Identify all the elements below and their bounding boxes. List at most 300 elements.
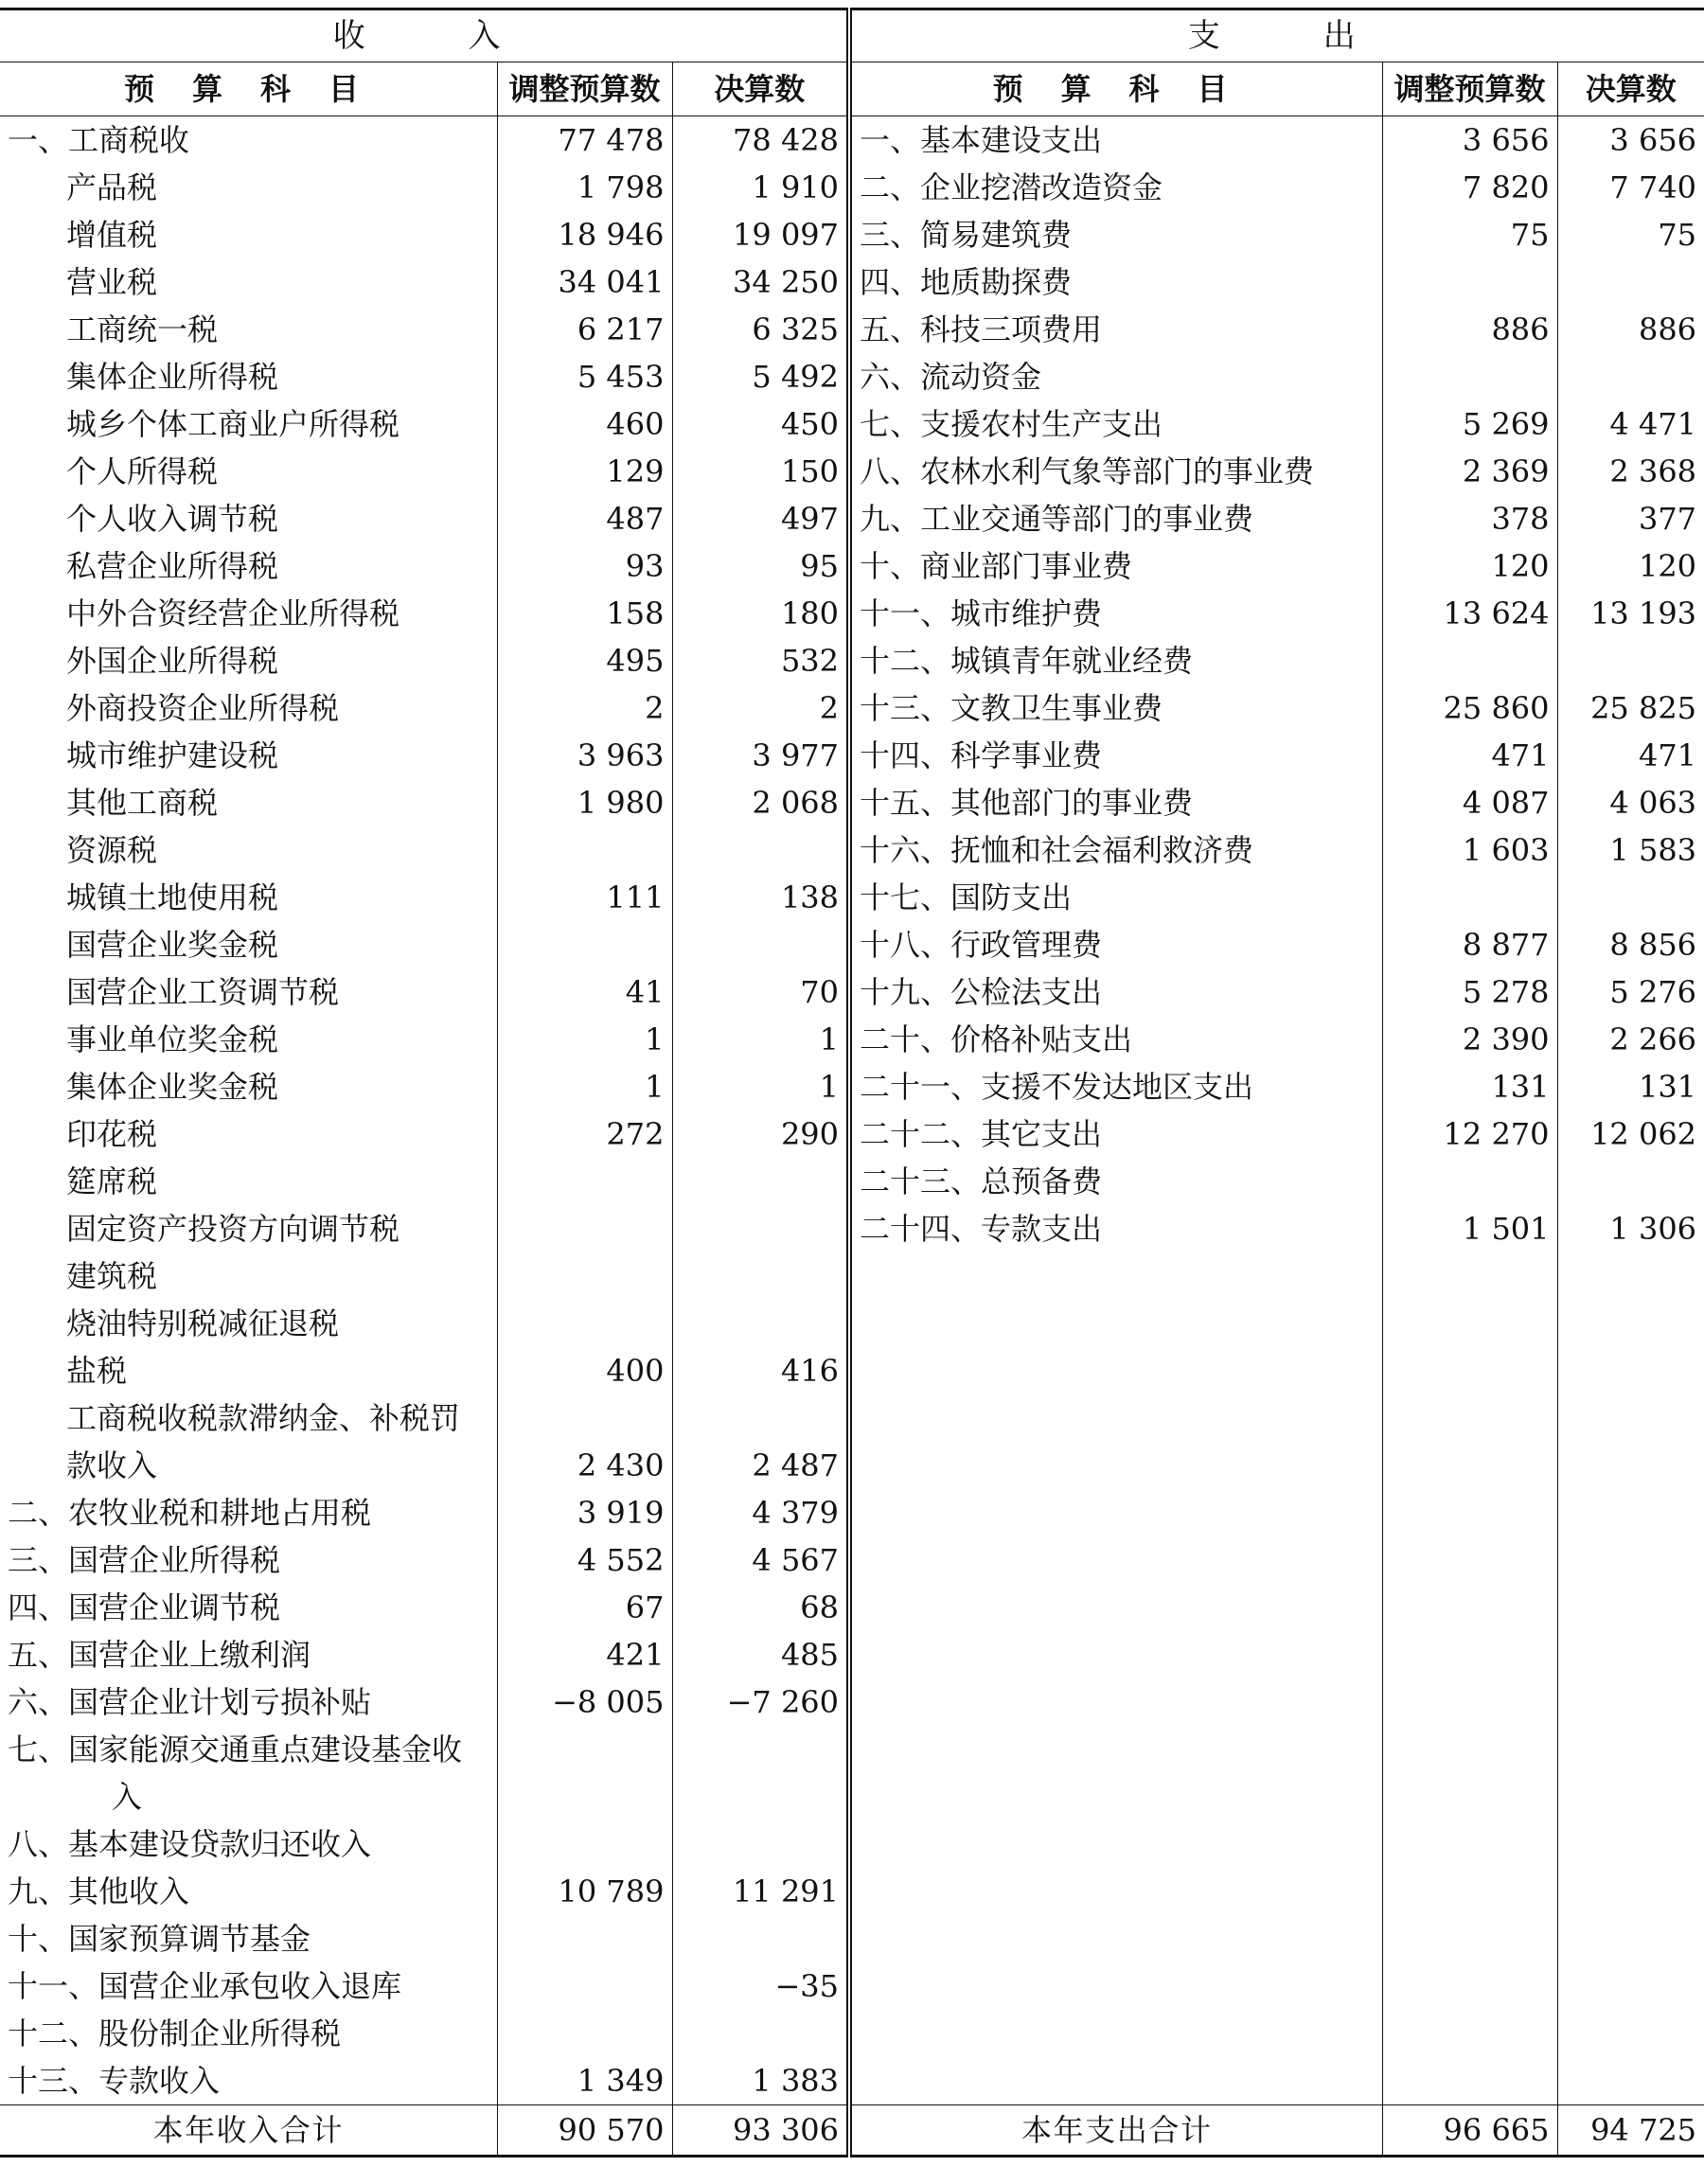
income-adjusted-value bbox=[497, 1300, 672, 1347]
income-item-label: 其他工商税 bbox=[0, 779, 497, 826]
income-item-label: 集体企业奖金税 bbox=[0, 1063, 497, 1110]
expense-adjusted-value bbox=[1382, 1678, 1557, 1726]
income-adjusted-value: 77 478 bbox=[497, 116, 672, 165]
income-adjusted-value bbox=[497, 1158, 672, 1205]
income-adjusted-value: 1 798 bbox=[497, 164, 672, 211]
income-final-value: 3 977 bbox=[672, 732, 849, 779]
expense-total-final: 94 725 bbox=[1557, 2105, 1704, 2157]
expense-final-value bbox=[1557, 874, 1704, 921]
income-final-value: 1 383 bbox=[672, 2057, 849, 2105]
income-final-value: 1 bbox=[672, 1016, 849, 1063]
income-item-label: 四、国营企业调节税 bbox=[0, 1584, 497, 1631]
income-item-label: 增值税 bbox=[0, 211, 497, 258]
table-row bbox=[0, 732, 1704, 779]
table-row bbox=[0, 1820, 1704, 1868]
income-final-value bbox=[672, 1820, 849, 1868]
expense-item-label: 六、流动资金 bbox=[849, 353, 1382, 400]
expense-adjusted-value bbox=[1382, 1915, 1557, 1962]
table-row bbox=[0, 874, 1704, 921]
table-row bbox=[0, 921, 1704, 968]
expense-final-value bbox=[1557, 1536, 1704, 1584]
income-final-value: 2 bbox=[672, 684, 849, 732]
table-row bbox=[0, 1442, 1704, 1489]
income-adjusted-value bbox=[497, 1820, 672, 1868]
income-final-value: 19 097 bbox=[672, 211, 849, 258]
expense-adjusted-value bbox=[1382, 2057, 1557, 2105]
table-row bbox=[0, 1915, 1704, 1962]
income-adjusted-value: 67 bbox=[497, 1584, 672, 1631]
table-row bbox=[0, 306, 1704, 353]
expense-item-label bbox=[849, 1584, 1382, 1631]
expense-final-value bbox=[1557, 1726, 1704, 1773]
table-row bbox=[0, 164, 1704, 211]
expense-final-value bbox=[1557, 353, 1704, 400]
expense-final-value bbox=[1557, 1252, 1704, 1300]
expense-item-label: 十四、科学事业费 bbox=[849, 732, 1382, 779]
income-item-label: 国营企业奖金税 bbox=[0, 921, 497, 968]
expense-item-label bbox=[849, 1820, 1382, 1868]
expense-adjusted-value bbox=[1382, 1489, 1557, 1536]
expense-adjusted-value: 13 624 bbox=[1382, 590, 1557, 637]
expense-adjusted-value bbox=[1382, 353, 1557, 400]
expense-item-label bbox=[849, 1962, 1382, 2010]
income-item-label: 私营企业所得税 bbox=[0, 542, 497, 590]
income-final-value bbox=[672, 1915, 849, 1962]
total-row bbox=[0, 2105, 1704, 2157]
expense-adjusted-value: 25 860 bbox=[1382, 684, 1557, 732]
expense-item-label bbox=[849, 1868, 1382, 1915]
income-final-value bbox=[672, 1726, 849, 1773]
expense-adjusted-value: 471 bbox=[1382, 732, 1557, 779]
expense-final-value bbox=[1557, 1773, 1704, 1820]
expense-total-adjusted: 96 665 bbox=[1382, 2105, 1557, 2157]
table-row bbox=[0, 637, 1704, 684]
expense-item-label: 十、商业部门事业费 bbox=[849, 542, 1382, 590]
income-item-label: 工商税收税款滞纳金、补税罚 bbox=[0, 1394, 497, 1442]
income-final-value bbox=[672, 1773, 849, 1820]
income-item-label: 工商统一税 bbox=[0, 306, 497, 353]
income-item-label: 七、国家能源交通重点建设基金收 bbox=[0, 1726, 497, 1773]
income-final-value: 6 325 bbox=[672, 306, 849, 353]
income-final-value bbox=[672, 2010, 849, 2057]
expense-adjusted-value bbox=[1382, 1773, 1557, 1820]
income-final-value: 4 567 bbox=[672, 1536, 849, 1584]
expense-item-label: 十九、公检法支出 bbox=[849, 968, 1382, 1016]
table-row bbox=[0, 590, 1704, 637]
expense-final-value bbox=[1557, 1584, 1704, 1631]
expense-final-value: 5 276 bbox=[1609, 974, 1697, 1010]
income-final-value bbox=[672, 826, 849, 874]
table-row bbox=[0, 1110, 1704, 1158]
income-final-value bbox=[672, 1252, 849, 1300]
income-item-label: 一、工商税收 bbox=[0, 116, 497, 165]
expense-item-label bbox=[849, 1773, 1382, 1820]
table-row bbox=[0, 1631, 1704, 1678]
expense-item-label: 二十四、专款支出 bbox=[849, 1205, 1382, 1252]
expense-final-value bbox=[1557, 1820, 1704, 1868]
income-final-value: 70 bbox=[672, 968, 849, 1016]
expense-final-header: 决算数 bbox=[1557, 62, 1704, 116]
income-final-value: 4 379 bbox=[672, 1489, 849, 1536]
income-final-value: 2 068 bbox=[672, 779, 849, 826]
expense-final-value bbox=[1557, 1631, 1704, 1678]
expense-item-label bbox=[849, 1631, 1382, 1678]
table-row bbox=[0, 1300, 1704, 1347]
income-final-value: 68 bbox=[672, 1584, 849, 1631]
income-adjusted-header: 调整预算数 bbox=[497, 62, 672, 116]
income-item-label: 印花税 bbox=[0, 1110, 497, 1158]
expense-adjusted-value bbox=[1382, 1347, 1557, 1394]
income-item-label: 入 bbox=[0, 1773, 497, 1820]
income-final-value: 34 250 bbox=[672, 258, 849, 306]
table-row bbox=[0, 1016, 1704, 1063]
income-item-label: 产品税 bbox=[0, 164, 497, 211]
expense-item-label: 十七、国防支出 bbox=[849, 874, 1382, 921]
expense-final-value: 75 bbox=[1658, 217, 1697, 253]
expense-final-value: 4 471 bbox=[1609, 406, 1697, 442]
expense-item-label bbox=[849, 1300, 1382, 1347]
income-item-label: 城市维护建设税 bbox=[0, 732, 497, 779]
expense-final-value: 4 063 bbox=[1609, 785, 1697, 821]
expense-final-value: 377 bbox=[1638, 501, 1697, 537]
income-item-label: 外商投资企业所得税 bbox=[0, 684, 497, 732]
income-adjusted-value: 93 bbox=[497, 542, 672, 590]
table-row bbox=[0, 1868, 1704, 1915]
income-final-value bbox=[672, 1394, 849, 1442]
expense-final-value: 886 bbox=[1638, 311, 1697, 347]
income-item-label: 款收入 bbox=[0, 1442, 497, 1489]
income-item-label: 二、农牧业税和耕地占用税 bbox=[0, 1489, 497, 1536]
income-adjusted-value: 460 bbox=[497, 400, 672, 448]
budget-rows bbox=[0, 116, 1704, 2105]
expense-item-label: 八、农林水利气象等部门的事业费 bbox=[849, 448, 1382, 495]
income-total-final: 93 306 bbox=[672, 2105, 849, 2157]
income-adjusted-value: 2 bbox=[497, 684, 672, 732]
income-item-label: 国营企业工资调节税 bbox=[0, 968, 497, 1016]
income-item-label: 中外合资经营企业所得税 bbox=[0, 590, 497, 637]
table-row bbox=[0, 353, 1704, 400]
expense-final-value: 1 306 bbox=[1609, 1211, 1697, 1247]
expense-item-label: 三、简易建筑费 bbox=[849, 211, 1382, 258]
expense-item-label: 五、科技三项费用 bbox=[849, 306, 1382, 353]
expense-adjusted-value bbox=[1382, 258, 1557, 306]
income-adjusted-value: 421 bbox=[497, 1631, 672, 1678]
income-final-value: 497 bbox=[672, 495, 849, 542]
expense-adjusted-value: 8 877 bbox=[1382, 921, 1557, 968]
expense-item-label: 二十三、总预备费 bbox=[849, 1158, 1382, 1205]
expense-adjusted-value bbox=[1382, 1158, 1557, 1205]
table-row bbox=[0, 2057, 1704, 2105]
income-item-label: 个人收入调节税 bbox=[0, 495, 497, 542]
table-row bbox=[0, 1063, 1704, 1110]
expense-final-value bbox=[1557, 2057, 1704, 2105]
expense-final-value: 120 bbox=[1638, 548, 1697, 584]
table-row bbox=[0, 116, 1704, 165]
income-item-label: 城乡个体工商业户所得税 bbox=[0, 400, 497, 448]
income-adjusted-value bbox=[497, 826, 672, 874]
expense-final-value: 25 825 bbox=[1590, 690, 1697, 726]
expense-item-label: 二十二、其它支出 bbox=[849, 1110, 1382, 1158]
expense-adjusted-value: 2 390 bbox=[1382, 1016, 1557, 1063]
expense-adjusted-value: 131 bbox=[1382, 1063, 1557, 1110]
income-adjusted-value bbox=[497, 1205, 672, 1252]
income-final-header: 决算数 bbox=[672, 62, 849, 116]
expense-item-label bbox=[849, 1678, 1382, 1726]
table-row bbox=[0, 1726, 1704, 1773]
expense-adjusted-value bbox=[1382, 1252, 1557, 1300]
table-row bbox=[0, 1584, 1704, 1631]
expense-item-label: 十一、城市维护费 bbox=[849, 590, 1382, 637]
table-row bbox=[0, 684, 1704, 732]
expense-final-value: 12 062 bbox=[1590, 1116, 1697, 1152]
table-row bbox=[0, 448, 1704, 495]
income-adjusted-value: 3 919 bbox=[497, 1489, 672, 1536]
expense-adjusted-value: 886 bbox=[1382, 306, 1557, 353]
expense-item-label: 十三、文教卫生事业费 bbox=[849, 684, 1382, 732]
income-final-value bbox=[672, 921, 849, 968]
expense-adjusted-value bbox=[1382, 637, 1557, 684]
income-item-label: 十二、股份制企业所得税 bbox=[0, 2010, 497, 2057]
expense-final-value: 8 856 bbox=[1609, 927, 1697, 963]
income-final-value: 1 bbox=[672, 1063, 849, 1110]
income-item-label: 集体企业所得税 bbox=[0, 353, 497, 400]
income-adjusted-value: 1 980 bbox=[497, 779, 672, 826]
income-final-value: 416 bbox=[672, 1347, 849, 1394]
table-row bbox=[0, 1158, 1704, 1205]
income-final-value bbox=[672, 1205, 849, 1252]
expense-adjusted-value bbox=[1382, 1962, 1557, 2010]
income-adjusted-value: 5 453 bbox=[497, 353, 672, 400]
table-row bbox=[0, 1773, 1704, 1820]
expense-final-value bbox=[1557, 2010, 1704, 2057]
expense-item-label: 十二、城镇青年就业经费 bbox=[849, 637, 1382, 684]
income-adjusted-value: 400 bbox=[497, 1347, 672, 1394]
expense-subject-header: 预 算 科 目 bbox=[849, 62, 1382, 116]
expense-adjusted-value bbox=[1382, 1584, 1557, 1631]
table-row bbox=[0, 1678, 1704, 1726]
income-item-label: 九、其他收入 bbox=[0, 1868, 497, 1915]
expense-item-label bbox=[849, 1915, 1382, 1962]
expense-total-label: 本年支出合计 bbox=[849, 2105, 1382, 2157]
expense-final-value bbox=[1557, 637, 1704, 684]
income-adjusted-value bbox=[497, 2010, 672, 2057]
income-adjusted-value bbox=[497, 1962, 672, 2010]
income-item-label: 八、基本建设贷款归还收入 bbox=[0, 1820, 497, 1868]
expense-final-value bbox=[1557, 1394, 1704, 1442]
income-adjusted-value: 1 bbox=[497, 1063, 672, 1110]
income-item-label: 筵席税 bbox=[0, 1158, 497, 1205]
expense-adjusted-value: 4 087 bbox=[1382, 779, 1557, 826]
income-adjusted-value: 1 349 bbox=[497, 2057, 672, 2105]
income-adjusted-value: 3 963 bbox=[497, 732, 672, 779]
expense-item-label: 十六、抚恤和社会福利救济费 bbox=[849, 826, 1382, 874]
income-final-value: −7 260 bbox=[672, 1678, 849, 1726]
income-adjusted-value bbox=[497, 1915, 672, 1962]
column-header-row bbox=[0, 62, 1704, 116]
expense-adjusted-value: 120 bbox=[1382, 542, 1557, 590]
expense-adjusted-value: 5 269 bbox=[1382, 400, 1557, 448]
income-subject-header: 预 算 科 目 bbox=[0, 62, 497, 116]
expense-final-value bbox=[1557, 1300, 1704, 1347]
expense-item-label bbox=[849, 2057, 1382, 2105]
income-total-adjusted: 90 570 bbox=[497, 2105, 672, 2157]
expense-final-value: 3 656 bbox=[1609, 122, 1697, 158]
expense-item-label bbox=[849, 1726, 1382, 1773]
expense-final-value: 131 bbox=[1638, 1069, 1697, 1105]
income-item-label: 十一、国营企业承包收入退库 bbox=[0, 1962, 497, 2010]
expense-adjusted-value bbox=[1382, 1631, 1557, 1678]
income-item-label: 烧油特别税减征退税 bbox=[0, 1300, 497, 1347]
budget-table bbox=[0, 8, 1704, 2157]
income-final-value: 5 492 bbox=[672, 353, 849, 400]
expense-item-label bbox=[849, 1536, 1382, 1584]
expense-item-label bbox=[849, 1394, 1382, 1442]
income-adjusted-value: 487 bbox=[497, 495, 672, 542]
expense-item-label: 十八、行政管理费 bbox=[849, 921, 1382, 968]
income-item-label: 资源税 bbox=[0, 826, 497, 874]
table-row bbox=[0, 1252, 1704, 1300]
expense-final-value bbox=[1557, 1962, 1704, 2010]
table-row bbox=[0, 1536, 1704, 1584]
expense-adjusted-value bbox=[1382, 874, 1557, 921]
income-adjusted-value bbox=[497, 1773, 672, 1820]
income-final-value bbox=[672, 1300, 849, 1347]
income-adjusted-value: 41 bbox=[497, 968, 672, 1016]
expense-item-label bbox=[849, 1347, 1382, 1394]
expense-adjusted-value bbox=[1382, 1868, 1557, 1915]
expense-item-label bbox=[849, 1252, 1382, 1300]
income-final-value: 138 bbox=[672, 874, 849, 921]
expense-adjusted-value: 1 603 bbox=[1382, 826, 1557, 874]
expense-final-value bbox=[1557, 1158, 1704, 1205]
table-row bbox=[0, 495, 1704, 542]
income-adjusted-value: 4 552 bbox=[497, 1536, 672, 1584]
income-item-label: 十三、专款收入 bbox=[0, 2057, 497, 2105]
expense-item-label bbox=[849, 2010, 1382, 2057]
expense-final-value: 2 368 bbox=[1609, 453, 1697, 489]
expense-section-title: 支 出 bbox=[849, 9, 1704, 62]
income-item-label: 固定资产投资方向调节税 bbox=[0, 1205, 497, 1252]
expense-item-label: 二十一、支援不发达地区支出 bbox=[849, 1063, 1382, 1110]
expense-adjusted-value bbox=[1382, 1536, 1557, 1584]
expense-item-label: 四、地质勘探费 bbox=[849, 258, 1382, 306]
income-adjusted-value: 111 bbox=[497, 874, 672, 921]
income-adjusted-value: 129 bbox=[497, 448, 672, 495]
income-final-value: 11 291 bbox=[672, 1868, 849, 1915]
income-item-label: 城镇土地使用税 bbox=[0, 874, 497, 921]
income-final-value: 485 bbox=[672, 1631, 849, 1678]
table-row bbox=[0, 211, 1704, 258]
expense-adjusted-value: 12 270 bbox=[1382, 1110, 1557, 1158]
expense-adjusted-value: 378 bbox=[1382, 495, 1557, 542]
expense-adjusted-value: 3 656 bbox=[1382, 116, 1557, 165]
income-adjusted-value: 495 bbox=[497, 637, 672, 684]
expense-item-label bbox=[849, 1489, 1382, 1536]
income-item-label: 六、国营企业计划亏损补贴 bbox=[0, 1678, 497, 1726]
expense-item-label: 九、工业交通等部门的事业费 bbox=[849, 495, 1382, 542]
income-item-label: 五、国营企业上缴利润 bbox=[0, 1631, 497, 1678]
expense-adjusted-value bbox=[1382, 1394, 1557, 1442]
expense-adjusted-value: 2 369 bbox=[1382, 448, 1557, 495]
income-adjusted-value: 2 430 bbox=[497, 1442, 672, 1489]
income-adjusted-value: 158 bbox=[497, 590, 672, 637]
table-row bbox=[0, 1489, 1704, 1536]
expense-item-label bbox=[849, 1442, 1382, 1489]
table-row bbox=[0, 400, 1704, 448]
income-adjusted-value bbox=[497, 1726, 672, 1773]
income-item-label: 盐税 bbox=[0, 1347, 497, 1394]
expense-final-value bbox=[1557, 1868, 1704, 1915]
table-row bbox=[0, 968, 1704, 1016]
income-final-value: 2 487 bbox=[672, 1442, 849, 1489]
income-final-value: 180 bbox=[672, 590, 849, 637]
income-item-label: 十、国家预算调节基金 bbox=[0, 1915, 497, 1962]
expense-adjusted-value bbox=[1382, 1300, 1557, 1347]
expense-adjusted-value: 75 bbox=[1382, 211, 1557, 258]
income-item-label: 外国企业所得税 bbox=[0, 637, 497, 684]
income-adjusted-value: −8 005 bbox=[497, 1678, 672, 1726]
table-row bbox=[0, 779, 1704, 826]
expense-item-label: 一、基本建设支出 bbox=[849, 116, 1382, 165]
income-item-label: 三、国营企业所得税 bbox=[0, 1536, 497, 1584]
table-row bbox=[0, 542, 1704, 590]
income-adjusted-value bbox=[497, 1394, 672, 1442]
income-final-value: 150 bbox=[672, 448, 849, 495]
income-item-label: 事业单位奖金税 bbox=[0, 1016, 497, 1063]
expense-final-value bbox=[1557, 1442, 1704, 1489]
income-section-title: 收 入 bbox=[0, 9, 849, 62]
expense-final-value: 7 740 bbox=[1609, 169, 1697, 205]
table-row bbox=[0, 826, 1704, 874]
expense-adjusted-header: 调整预算数 bbox=[1382, 62, 1557, 116]
table-row bbox=[0, 2010, 1704, 2057]
expense-final-value: 13 193 bbox=[1590, 595, 1697, 631]
income-final-value: 290 bbox=[672, 1110, 849, 1158]
table-row bbox=[0, 258, 1704, 306]
income-item-label: 建筑税 bbox=[0, 1252, 497, 1300]
income-adjusted-value bbox=[497, 921, 672, 968]
expense-final-value bbox=[1557, 1489, 1704, 1536]
table-row bbox=[0, 1205, 1704, 1252]
income-adjusted-value: 6 217 bbox=[497, 306, 672, 353]
expense-item-label: 二、企业挖潜改造资金 bbox=[849, 164, 1382, 211]
income-final-value bbox=[672, 1158, 849, 1205]
expense-item-label: 七、支援农村生产支出 bbox=[849, 400, 1382, 448]
income-final-value: 532 bbox=[672, 637, 849, 684]
expense-adjusted-value bbox=[1382, 2010, 1557, 2057]
income-final-value: 78 428 bbox=[672, 116, 849, 165]
section-header-row bbox=[0, 9, 1704, 62]
income-final-value: 95 bbox=[672, 542, 849, 590]
income-adjusted-value: 34 041 bbox=[497, 258, 672, 306]
expense-final-value: 2 266 bbox=[1609, 1021, 1697, 1057]
expense-final-value: 1 583 bbox=[1609, 832, 1697, 868]
expense-item-label: 二十、价格补贴支出 bbox=[849, 1016, 1382, 1063]
income-item-label: 个人所得税 bbox=[0, 448, 497, 495]
income-adjusted-value: 10 789 bbox=[497, 1868, 672, 1915]
table-row bbox=[0, 1347, 1704, 1394]
expense-final-value bbox=[1557, 258, 1704, 306]
expense-adjusted-value bbox=[1382, 1442, 1557, 1489]
expense-adjusted-value: 1 501 bbox=[1382, 1205, 1557, 1252]
income-final-value: −35 bbox=[672, 1962, 849, 2010]
income-item-label: 营业税 bbox=[0, 258, 497, 306]
expense-item-label: 十五、其他部门的事业费 bbox=[849, 779, 1382, 826]
expense-final-value bbox=[1557, 1347, 1704, 1394]
expense-adjusted-value bbox=[1382, 1820, 1557, 1868]
income-final-value: 1 910 bbox=[672, 164, 849, 211]
income-final-value: 450 bbox=[672, 400, 849, 448]
